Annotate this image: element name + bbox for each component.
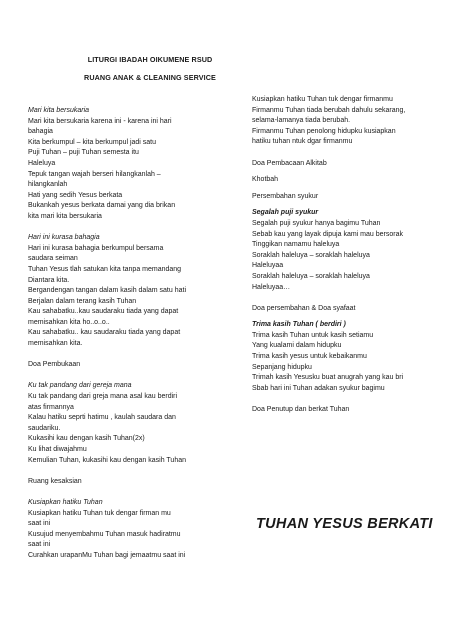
lyric-line: Kukasihi kau dengan kasih Tuhan(2x) <box>28 435 145 443</box>
lyric-line: Haleluyaa… <box>252 283 291 291</box>
lyric-line: memisahkan kita. <box>28 340 83 348</box>
lyric-line: Ku lihat diwajahmu <box>28 446 87 453</box>
lyric-line: atas firmannya <box>28 403 74 411</box>
lyric-line: Sbab hari ini Tuhan adakan syukur bagimu <box>252 384 385 392</box>
song-title: Hari ini kurasa bahagia <box>28 234 100 242</box>
lyric-line: saat ini <box>28 541 51 549</box>
song-title: Trima kasih Tuhan ( berdiri ) <box>252 321 346 329</box>
song-lyrics <box>28 392 228 466</box>
lyric-line: Haleluyaa <box>252 262 284 270</box>
lyric-line: memisahkan kita ho..o..o.. <box>28 318 110 326</box>
closing-title: TUHAN YESUS BERKATI <box>256 516 433 532</box>
lyric-line: Soraklah haleluya – soraklah haleluya <box>252 251 370 259</box>
lyric-line: Kemulian Tuhan, kukasihi kau dengan kasih Tuhan <box>28 456 186 464</box>
lyric-line: Kau sahabatku..kau saudaraku tiada yang dapat <box>28 308 179 316</box>
lyric-line: saudariku. <box>28 424 61 432</box>
section-heading: Doa Pembukaan <box>28 361 81 369</box>
section-heading: Doa persembahan & Doa syafaat <box>252 304 356 312</box>
song-lyrics <box>252 95 457 148</box>
lyric-line: Kusujud menyembahmu Tuhan masuk hadiratmu <box>28 530 181 538</box>
lyric-line: saudara seiman <box>28 255 78 263</box>
lyric-line: Kau sahabatku.. kau saudaraku tiada yang dapat <box>28 329 181 337</box>
lyric-line: Hati yang sedih Yesus berkata <box>28 191 123 199</box>
song-title: Kusiapkan hatiku Tuhan <box>28 498 103 506</box>
lyric-line: selama-lamanya tiada berubah. <box>252 117 351 125</box>
section-heading: Persembahan syukur <box>252 192 319 200</box>
lyric-line: hatiku tuhan ntuk dgar firmanmu <box>252 138 353 146</box>
lyric-line: Segalah puji syukur hanya bagimu Tuhan <box>252 219 381 227</box>
lyric-line: Puji Tuhan – puji Tuhan semesta itu <box>28 149 139 157</box>
lyric-line: Kita berkumpul – kita berkumpul jadi satu <box>28 138 157 146</box>
lyric-line: Firmanmu Tuhan tiada berubah dahulu sekarang, <box>252 106 406 114</box>
lyric-line: bahagia <box>28 128 53 136</box>
lyric-line: Hari ini kurasa bahagia berkumpul bersama <box>28 244 164 252</box>
lyric-line: saat ini <box>28 520 51 528</box>
lyric-line: Kusiapkan hatiku Tuhan tuk dengar firmanmu <box>252 96 393 103</box>
lyric-line: Soraklah haleluya – soraklah haleluya <box>252 272 370 280</box>
right-column <box>252 95 457 416</box>
lyric-line: Trimah kasih Yesusku buat anugrah yang kau bri <box>252 374 404 382</box>
lyric-line: Tepuk tangan wajah berseri hilangkanlah – <box>28 170 161 178</box>
document-subtitle: RUANG ANAK & CLEANING SERVICE <box>84 73 216 82</box>
lyric-line: Bergandengan tangan dalam kasih dalam satu hati <box>28 287 186 295</box>
lyric-line: Tuhan Yesus tlah satukan kita tanpa memandang <box>28 265 182 273</box>
lyric-line: Firmanmu Tuhan penolong hidupku kusiapkan <box>252 127 396 135</box>
lyric-line: Diantara kita. <box>28 276 70 284</box>
lyric-line: kita mari kita bersukaria <box>28 212 102 220</box>
lyric-line: Mari kita bersukaria karena ini - karena ini hari <box>28 117 172 125</box>
lyric-line: Tinggikan namamu haleluya <box>252 241 340 249</box>
lyric-line: Trima kasih Tuhan untuk kasih setiamu <box>252 331 374 339</box>
lyric-line: hilangkanlah <box>28 181 68 189</box>
lyric-line: Curahkan urapanMu Tuhan bagi jemaatmu saat ini <box>28 551 186 559</box>
lyric-line: Yang kualami dalam hidupku <box>252 342 342 350</box>
left-column <box>28 106 228 562</box>
song-lyrics <box>252 219 457 293</box>
section-heading: Ruang kesaksian <box>28 477 82 485</box>
lyric-line: Haleluya <box>28 159 56 167</box>
song-title: Segalah puji syukur <box>252 209 319 217</box>
lyric-line: Trima kasih yesus untuk kebaikanmu <box>252 353 367 361</box>
lyric-line: Sepanjang hidupku <box>252 363 312 371</box>
lyric-line: Ku tak pandang dari greja mana asal kau berdiri <box>28 393 178 401</box>
section-heading: Khotbah <box>252 176 279 184</box>
song-lyrics <box>28 509 228 562</box>
lyric-line: Bukankah yesus berkata damai yang dia brikan <box>28 202 176 210</box>
song-lyrics <box>28 117 228 223</box>
lyric-line: Kalau hatiku seprti hatimu , kaulah saudara dan <box>28 414 176 422</box>
lyric-line: Sebab kau yang layak dipuja kami mau bersorak <box>252 230 403 238</box>
document-title: LITURGI IBADAH OIKUMENE RSUD <box>87 55 213 64</box>
lyric-line: Kusiapkan hatiku Tuhan tuk dengar firman mu <box>28 509 171 517</box>
section-heading: Doa Pembacaan Alkitab <box>252 159 327 167</box>
section-heading: Doa Penutup dan berkat Tuhan <box>252 406 350 414</box>
song-lyrics <box>28 244 228 350</box>
song-lyrics <box>252 331 457 395</box>
song-title: Ku tak pandang dari gereja mana <box>28 382 132 390</box>
lyric-line: Berjalan dalam terang kasih Tuhan <box>28 297 137 305</box>
song-title: Mari kita bersukaria <box>28 107 90 114</box>
